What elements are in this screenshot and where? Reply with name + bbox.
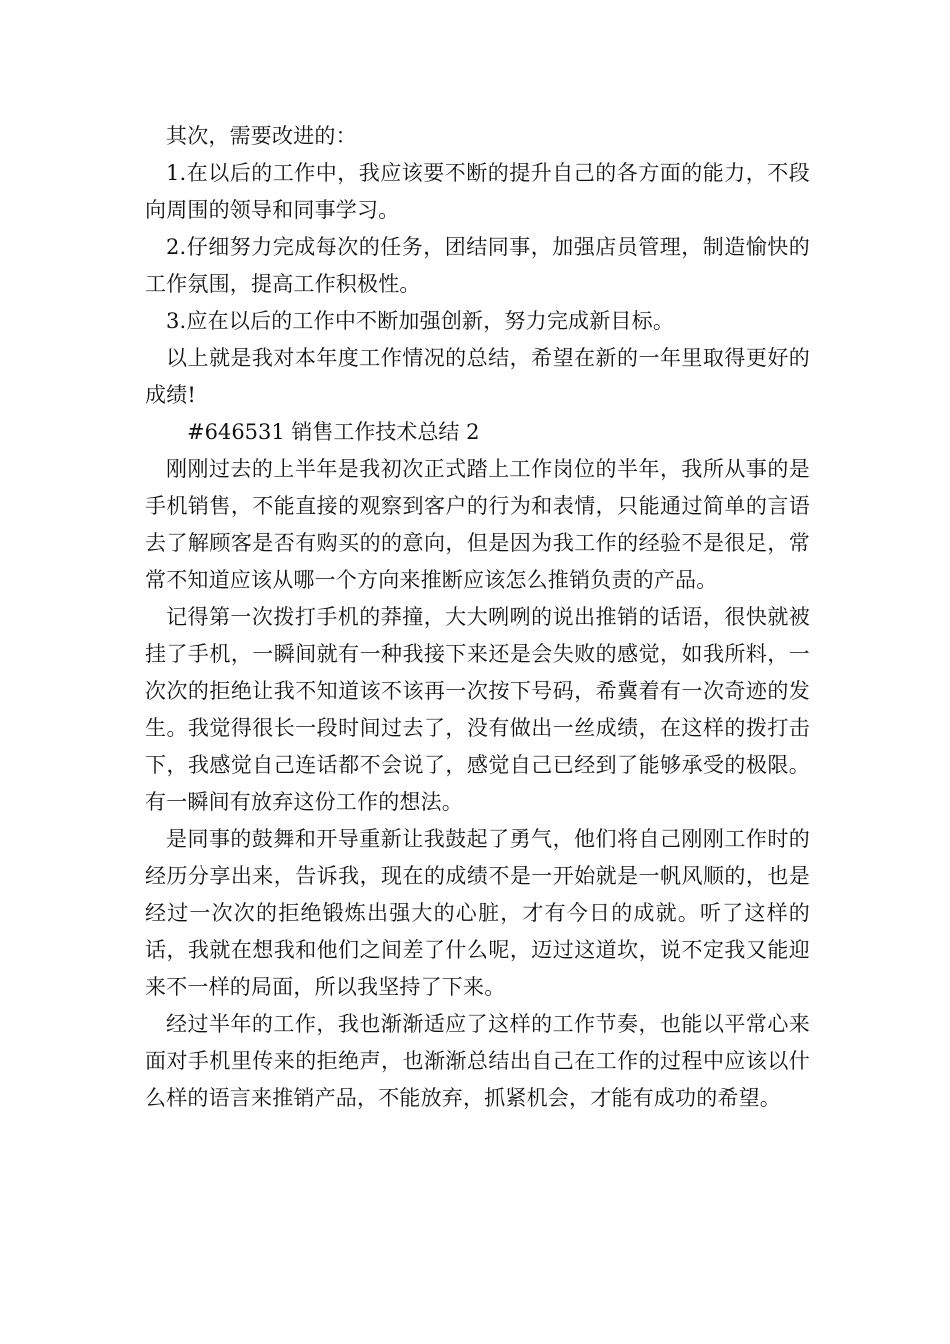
paragraph-improvement-3: 3.应在以后的工作中不断加强创新，努力完成新目标。	[166, 309, 675, 333]
paragraph-conclusion: 以上就是我对本年度工作情况的总结，希望在新的一年里取得更好的成绩!	[145, 346, 810, 407]
paragraph-body-2: 记得第一次拨打手机的莽撞，大大咧咧的说出推销的话语，很快就被挂了手机，一瞬间就有一种我接下来还是会失败的感觉，如我所料，一次次的拒绝让我不知道该不该再一次按下号码，希冀着有一次奇迹的发生。我觉得很长一段时间过去了，没有做出一丝成绩，在这样的拨打击下，我感觉自己连话都不会说了，感觉自己已经到了能够承受的极限。有一瞬间有放弃这份工作的想法。	[145, 605, 810, 814]
document-page	[145, 118, 810, 1117]
paragraph-body-4: 经过半年的工作，我也渐渐适应了这样的工作节奏，也能以平常心来面对手机里传来的拒绝声，也渐渐总结出自己在工作的过程中应该以什么样的语言来推销产品，不能放弃，抓紧机会，才能有成功的希望。	[145, 1012, 810, 1110]
paragraph-improvement-2: 2.仔细努力完成每次的任务，团结同事，加强店员管理，制造愉快的工作氛围，提高工作积极性。	[145, 235, 810, 296]
section-heading: #646531 销售工作技术总结 2	[187, 420, 480, 444]
paragraph-body-1: 刚刚过去的上半年是我初次正式踏上工作岗位的半年，我所从事的是手机销售，不能直接的观察到客户的行为和表情，只能通过简单的言语去了解顾客是否有购买的的意向，但是因为我工作的经验不是很足，常常不知道应该从哪一个方向来推断应该怎么推销负责的产品。	[145, 457, 810, 592]
paragraph-improvement-1: 1.在以后的工作中，我应该要不断的提升自己的各方面的能力，不段向周围的领导和同事学习。	[145, 161, 810, 222]
paragraph-body-3: 是同事的鼓舞和开导重新让我鼓起了勇气，他们将自己刚刚工作时的经历分享出来，告诉我，现在的成绩不是一开始就是一帆风顺的，也是经过一次次的拒绝锻炼出强大的心脏，才有今日的成就。听了这样的话，我就在想我和他们之间差了什么呢，迈过这道坎，说不定我又能迎来不一样的局面，所以我坚持了下来。	[145, 827, 810, 999]
paragraph-improvements-intro: 其次，需要改进的：	[166, 124, 357, 148]
